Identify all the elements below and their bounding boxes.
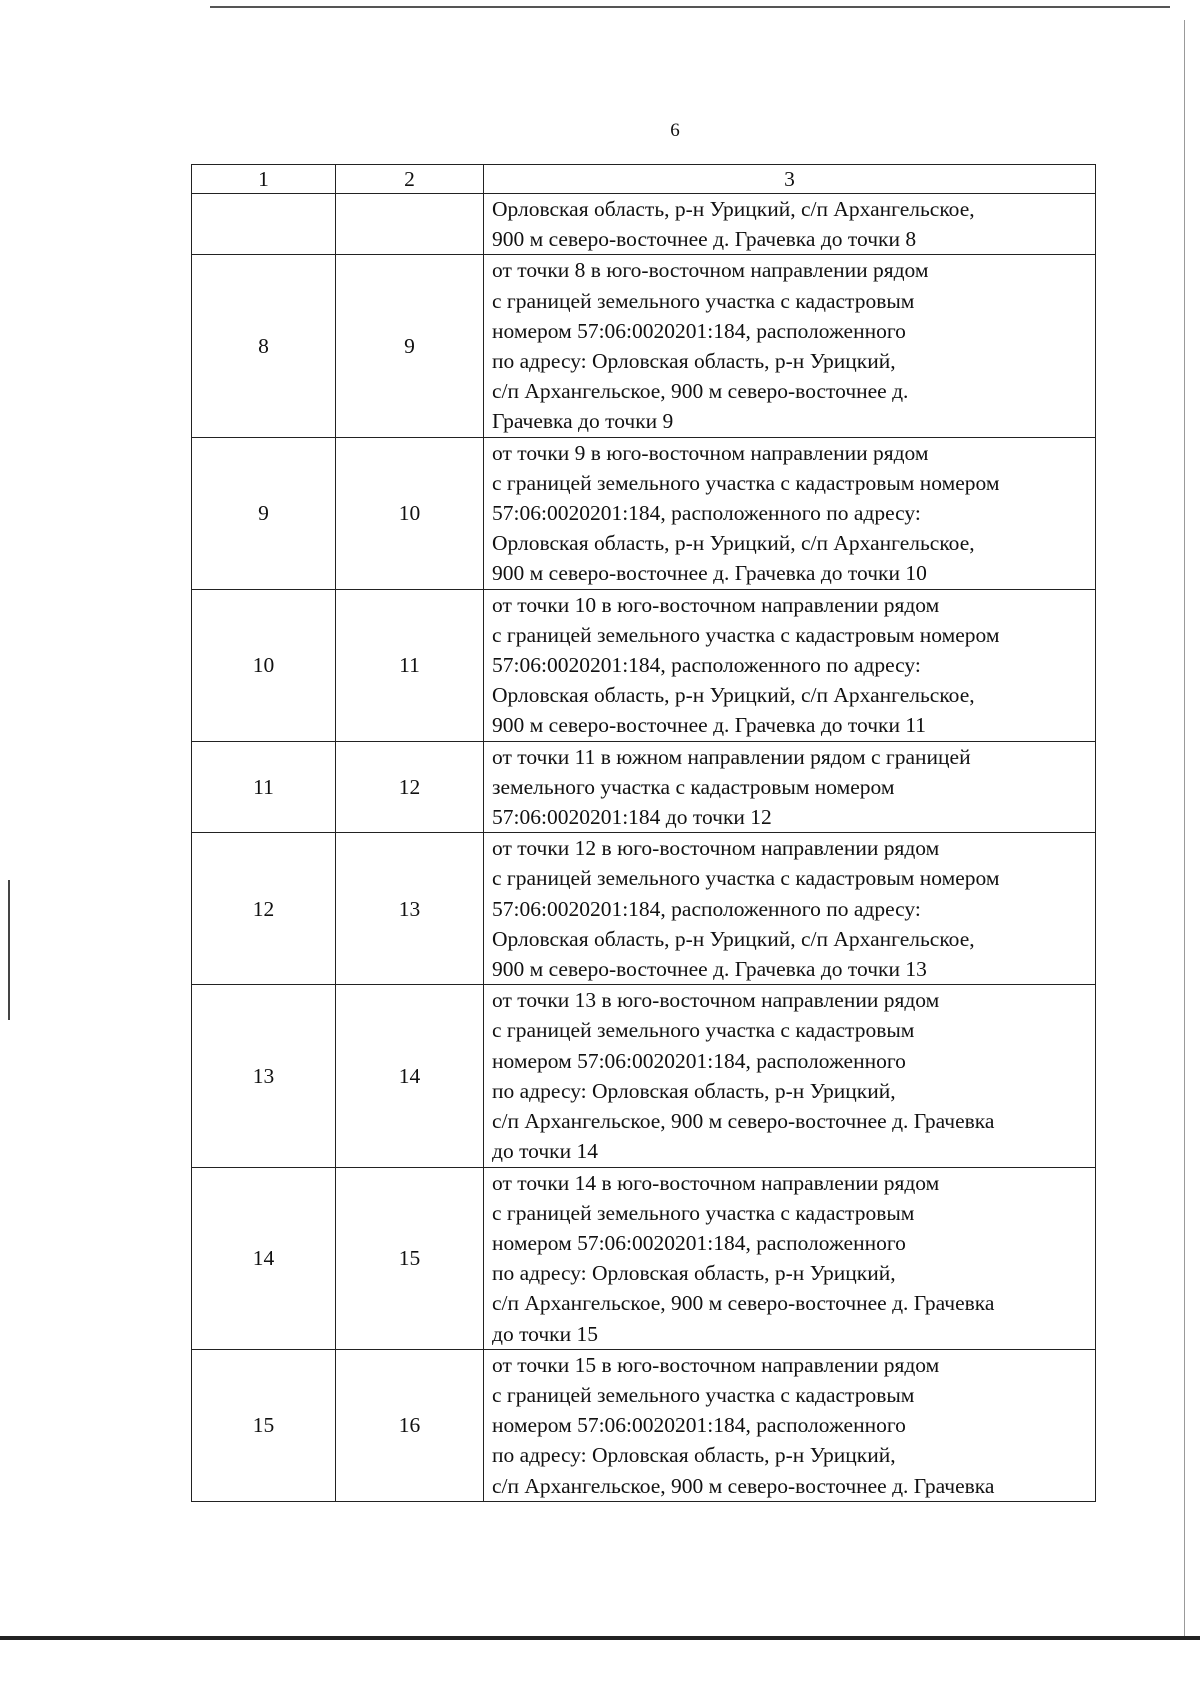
description-cell: от точки 15 в юго-восточном направлении рядом с границей земельного участка с кадастровым номером 57:06:0020201:184, расположенного по адресу: Орловская область, р-н Урицкий, с/п Архангельское, 900 м северо-восточнее д. Грачевка [484, 1349, 1096, 1501]
point-from-cell: 11 [192, 741, 336, 833]
point-to-cell: 9 [336, 255, 484, 437]
table-row [192, 741, 1096, 833]
scan-edge-bottom [0, 1636, 1200, 1640]
table-row [192, 1349, 1096, 1501]
table-row [192, 194, 1096, 255]
description-cell: от точки 11 в южном направлении рядом с границей земельного участка с кадастровым номером 57:06:0020201:184 до точки 12 [484, 741, 1096, 833]
point-from-cell [192, 194, 336, 255]
table-row [192, 985, 1096, 1167]
point-to-cell [336, 194, 484, 255]
column-header-1: 1 [192, 165, 336, 194]
description-cell: Орловская область, р-н Урицкий, с/п Архангельское, 900 м северо-восточнее д. Грачевка до точки 8 [484, 194, 1096, 255]
table-row [192, 589, 1096, 741]
page-number: 6 [670, 120, 680, 141]
point-from-cell: 8 [192, 255, 336, 437]
scan-edge-left [8, 880, 10, 1020]
point-from-cell: 9 [192, 437, 336, 589]
column-header-3: 3 [484, 165, 1096, 194]
table-row [192, 255, 1096, 437]
table-row [192, 437, 1096, 589]
scan-edge-right [1184, 20, 1185, 1640]
table-row [192, 1167, 1096, 1349]
boundary-points-table [191, 164, 1096, 1502]
description-cell: от точки 9 в юго-восточном направлении рядом с границей земельного участка с кадастровым номером 57:06:0020201:184, расположенного по адресу: Орловская область, р-н Урицкий, с/п Архангельское, 900 м северо-восточнее д. Грачевка до точки 10 [484, 437, 1096, 589]
description-cell: от точки 10 в юго-восточном направлении рядом с границей земельного участка с кадастровым номером 57:06:0020201:184, расположенного по адресу: Орловская область, р-н Урицкий, с/п Архангельское, 900 м северо-восточнее д. Грачевка до точки 11 [484, 589, 1096, 741]
column-header-2: 2 [336, 165, 484, 194]
point-from-cell: 12 [192, 833, 336, 985]
description-cell: от точки 14 в юго-восточном направлении рядом с границей земельного участка с кадастровым номером 57:06:0020201:184, расположенного по адресу: Орловская область, р-н Урицкий, с/п Архангельское, 900 м северо-восточнее д. Грачевка до точки 15 [484, 1167, 1096, 1349]
point-to-cell: 13 [336, 833, 484, 985]
description-cell: от точки 13 в юго-восточном направлении рядом с границей земельного участка с кадастровым номером 57:06:0020201:184, расположенного по адресу: Орловская область, р-н Урицкий, с/п Архангельское, 900 м северо-восточнее д. Грачевка до точки 14 [484, 985, 1096, 1167]
point-to-cell: 10 [336, 437, 484, 589]
point-to-cell: 12 [336, 741, 484, 833]
scan-edge-top [210, 6, 1170, 8]
description-cell: от точки 8 в юго-восточном направлении рядом с границей земельного участка с кадастровым номером 57:06:0020201:184, расположенного по адресу: Орловская область, р-н Урицкий, с/п Архангельское, 900 м северо-восточнее д. Грачевка до точки 9 [484, 255, 1096, 437]
point-to-cell: 14 [336, 985, 484, 1167]
description-cell: от точки 12 в юго-восточном направлении рядом с границей земельного участка с кадастровым номером 57:06:0020201:184, расположенного по адресу: Орловская область, р-н Урицкий, с/п Архангельское, 900 м северо-восточнее д. Грачевка до точки 13 [484, 833, 1096, 985]
point-to-cell: 11 [336, 589, 484, 741]
point-to-cell: 16 [336, 1349, 484, 1501]
table-row [192, 833, 1096, 985]
point-from-cell: 13 [192, 985, 336, 1167]
point-from-cell: 15 [192, 1349, 336, 1501]
point-to-cell: 15 [336, 1167, 484, 1349]
table-header-row [192, 165, 1096, 194]
point-from-cell: 10 [192, 589, 336, 741]
point-from-cell: 14 [192, 1167, 336, 1349]
